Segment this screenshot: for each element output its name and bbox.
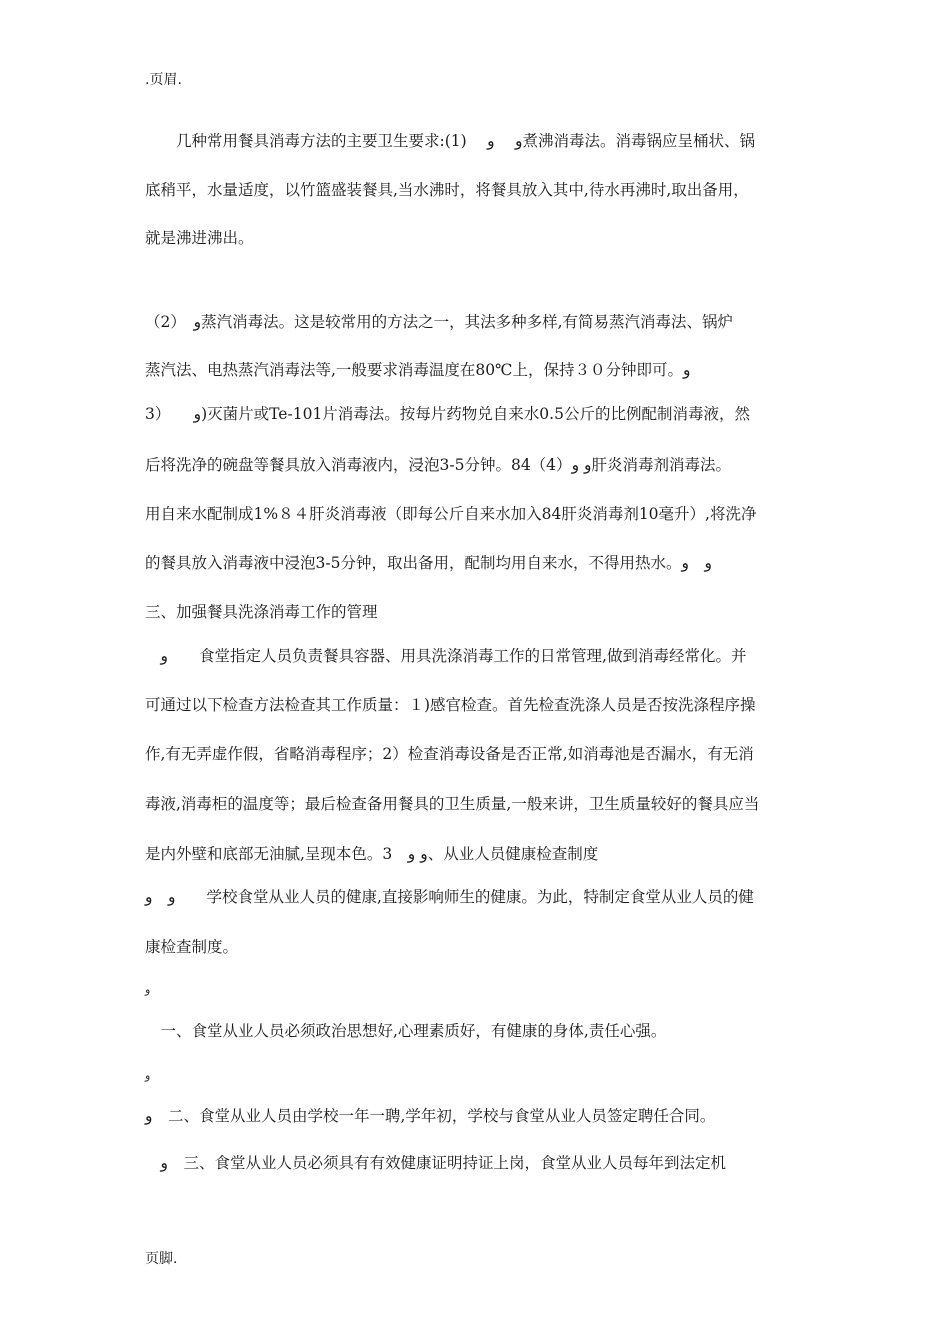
body-line: 毒液,消毒柜的温度等；最后检查备用餐具的卫生质量,一般来讲，卫生质量较好的餐具应当 [145,795,760,813]
body-line: 用自来水配制成1%８４肝炎消毒液（即每公斤自来水加入84肝炎消毒剂10毫升）,将洗净 [145,505,757,523]
page-header: .页眉. [145,72,182,88]
body-line: 后将洗净的碗盘等餐具放入消毒液内，浸泡3-5分钟。84（4）ﻭ ﻭ肝炎消毒剂消毒法。 [145,456,731,474]
body-line: 作,有无弄虚作假，省略消毒程序；2）检查消毒设备是否正常,如消毒池是否漏水，有无消 [145,745,754,763]
paragraph-mark: ﻭ [145,983,151,996]
body-line: 几种常用餐具消毒方法的主要卫生要求:(1) ﻭ ﻭ煮沸消毒法。消毒锅应呈桶状、锅 [145,132,756,150]
body-line: 3） ﻭ)灭菌片或Te-101片消毒法。按每片药物兑自来水0.5公斤的比例配制消毒液，然 [145,405,750,423]
body-line: 康检查制度。 [145,938,239,956]
body-line: 蒸汽法、电热蒸汽消毒法等,一般要求消毒温度在80℃上，保持３０分钟即可。ﻭ [145,361,691,379]
body-line: 一、食堂从业人员必须政治思想好,心理素质好，有健康的身体,责任心强。 [145,1022,667,1040]
body-line: 底稍平，水量适度，以竹篮盛装餐具,当水沸时，将餐具放入其中,待水再沸时,取出备用， [145,181,749,199]
body-line: ﻭ 三、食堂从业人员必须具有有效健康证明持证上岗，食堂从业人员每年到法定机 [145,1154,727,1172]
section-heading: 三、加强餐具洗涤消毒工作的管理 [145,603,378,621]
body-line: 的餐具放入消毒液中浸泡3-5分钟，取出备用，配制均用自来水，不得用热水。ﻭ ﻭ [145,554,712,572]
body-line: 是内外壁和底部无油腻,呈现本色。3 ﻭ ﻭ、从业人员健康检查制度 [145,845,599,863]
body-line: （2） ﻭ蒸汽消毒法。这是较常用的方法之一，其法多种多样,有简易蒸汽消毒法、锅炉 [145,313,734,331]
paragraph-mark: ﻭ [145,1069,151,1082]
body-line: 可通过以下检查方法检查其工作质量：１)感官检查。首先检查洗涤人员是否按洗涤程序操 [145,696,756,714]
page-footer: 页脚. [145,1251,178,1267]
body-line: ﻭ 二、食堂从业人员由学校一年一聘,学年初，学校与食堂从业人员签定聘任合同。 [145,1107,716,1125]
body-line: ﻭ ﻭ 学校食堂从业人员的健康,直接影响师生的健康。为此，特制定食堂从业人员的健 [145,888,754,906]
body-line: ﻭ 食堂指定人员负责餐具容器、用具洗涤消毒工作的日常管理,做到消毒经常化。并 [145,647,747,665]
body-line: 就是沸进沸出。 [145,229,254,247]
